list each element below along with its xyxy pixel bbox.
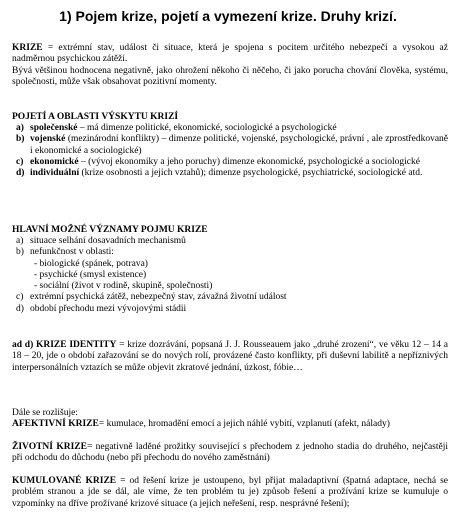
page-title: 1) Pojem krize, pojetí a vymezení krize. Druhy krizí.: [59, 8, 397, 24]
type-term: AFEKTIVNÍ KRIZE: [12, 419, 99, 429]
item-text: extrémní psychická zátěž, nebezpečný stav, závažná životní událost: [30, 292, 287, 303]
type-paragraph: [12, 476, 448, 510]
type-text: = negativně laděné prožitky související s přechodem z jednoho stadia do druhého, nejčastěji při odchodu do důchodu (nebo při přechodu do nového zaměstnání): [12, 442, 448, 464]
item-label: a): [16, 236, 24, 246]
item-label: c): [16, 156, 24, 167]
list-item: [12, 247, 448, 258]
item-text: (mezinárodní konflikty) – dimenze politické, vojenské, psychologické, právní , ale zprostředkovaně i ekonomické a sociologické): [30, 134, 448, 156]
type-term: KUMULOVANÉ KRIZE: [12, 476, 117, 486]
identity-paragraph: [12, 340, 448, 374]
item-label: d): [16, 303, 24, 314]
list-item: [12, 304, 448, 315]
intro-paragraph: [12, 43, 448, 66]
item-term: ekonomické: [30, 156, 79, 167]
areas-list: [12, 123, 448, 179]
meanings-list: [12, 236, 448, 315]
type-paragraph: [12, 442, 448, 465]
list-item: [12, 157, 448, 168]
item-text: situace selhání dosavadních mechanismů: [30, 236, 186, 246]
item-label: c): [16, 292, 24, 303]
item-text: nefunkčnost v oblasti:: [30, 247, 114, 258]
item-term: vojenské: [30, 134, 66, 145]
identity-text: = krize dozrávání, popsaná J. J. Rousseauem jako „druhé zrození“, ve věku 12 – 14 a 18 – 20, jde o období zařazování se do nových rolí, provázené často konflikty, při duševní labilitě a nepříznivých interpersonálních vztazích se může objevit zkratové jednání, úzkost, fóbie…: [12, 340, 448, 373]
types-intro: Dále se rozlišuje:: [12, 408, 78, 418]
type-paragraph: [12, 419, 448, 430]
item-text: – má dimenze politické, ekonomické, sociologické a psychologické: [77, 123, 337, 133]
item-label: a): [16, 123, 24, 133]
item-label: b): [16, 247, 24, 258]
sub-item: - psychické (smysl existence): [34, 269, 147, 280]
krize-definition: = extrémní stav, událost či situace, která je spojena s pocitem určitého nebezpečí a vysokou až nadměrnou psychickou zátěží.: [12, 43, 448, 65]
type-text: = kumulace, hromadění emocí a jejich náhlé vybití, vzplanutí (afekt, nálady): [98, 419, 390, 429]
list-item: [12, 134, 448, 157]
item-label: b): [16, 134, 25, 145]
identity-lead: ad d) KRIZE IDENTITY: [12, 340, 117, 350]
item-text: (krize osobnosti a jejich vztahů); dimenze psychologické, psychiatrické, sociologické atd.: [79, 168, 423, 179]
sub-item: - sociální (život v rodině, skupině, společnosti): [34, 281, 213, 292]
item-label: d): [16, 168, 25, 179]
section-heading-meanings: HLAVNÍ MOŽNÉ VÝZNAMY POJMU KRIZE: [12, 225, 208, 235]
type-text: = od řešení krize je ustoupeno, byl přijat maladaptivní (špatná adaptace, nechá se problém stranou a jde se dál, ale víme, že ten problém tu je) způsob řešení a prožívání krize se kumuluje o vzpomínky na dříve prožívané krizové situace (a jejich neřešení, resp. nesprávné řešení);: [12, 476, 448, 509]
item-text: období přechodu mezi vývojovými stádii: [30, 303, 187, 314]
item-term: individuální: [30, 168, 80, 179]
list-item: [12, 168, 448, 179]
item-text: – (vývoj ekonomiky a jeho poruchy) dimenze ekonomické, psychologické a sociologické: [78, 156, 420, 167]
sub-item: - biologické (spánek, potrava): [34, 258, 148, 269]
krize-term: KRIZE: [12, 43, 43, 53]
type-term: ŽIVOTNÍ KRIZE: [12, 442, 87, 452]
list-item: [12, 123, 448, 134]
intro-paragraph-2: Bývá většinou hodnocena negativně, jako ohrožení někoho či něčeho, či jako porucha chování člověka, systému, společnosti, může však obsahovat pozitivní momenty.: [12, 66, 448, 88]
list-item: [12, 292, 448, 303]
item-term: společenské: [30, 123, 78, 133]
section-heading-areas: POJETÍ A OBLASTI VÝSKYTU KRIZÍ: [12, 112, 179, 122]
list-item: [12, 236, 448, 247]
